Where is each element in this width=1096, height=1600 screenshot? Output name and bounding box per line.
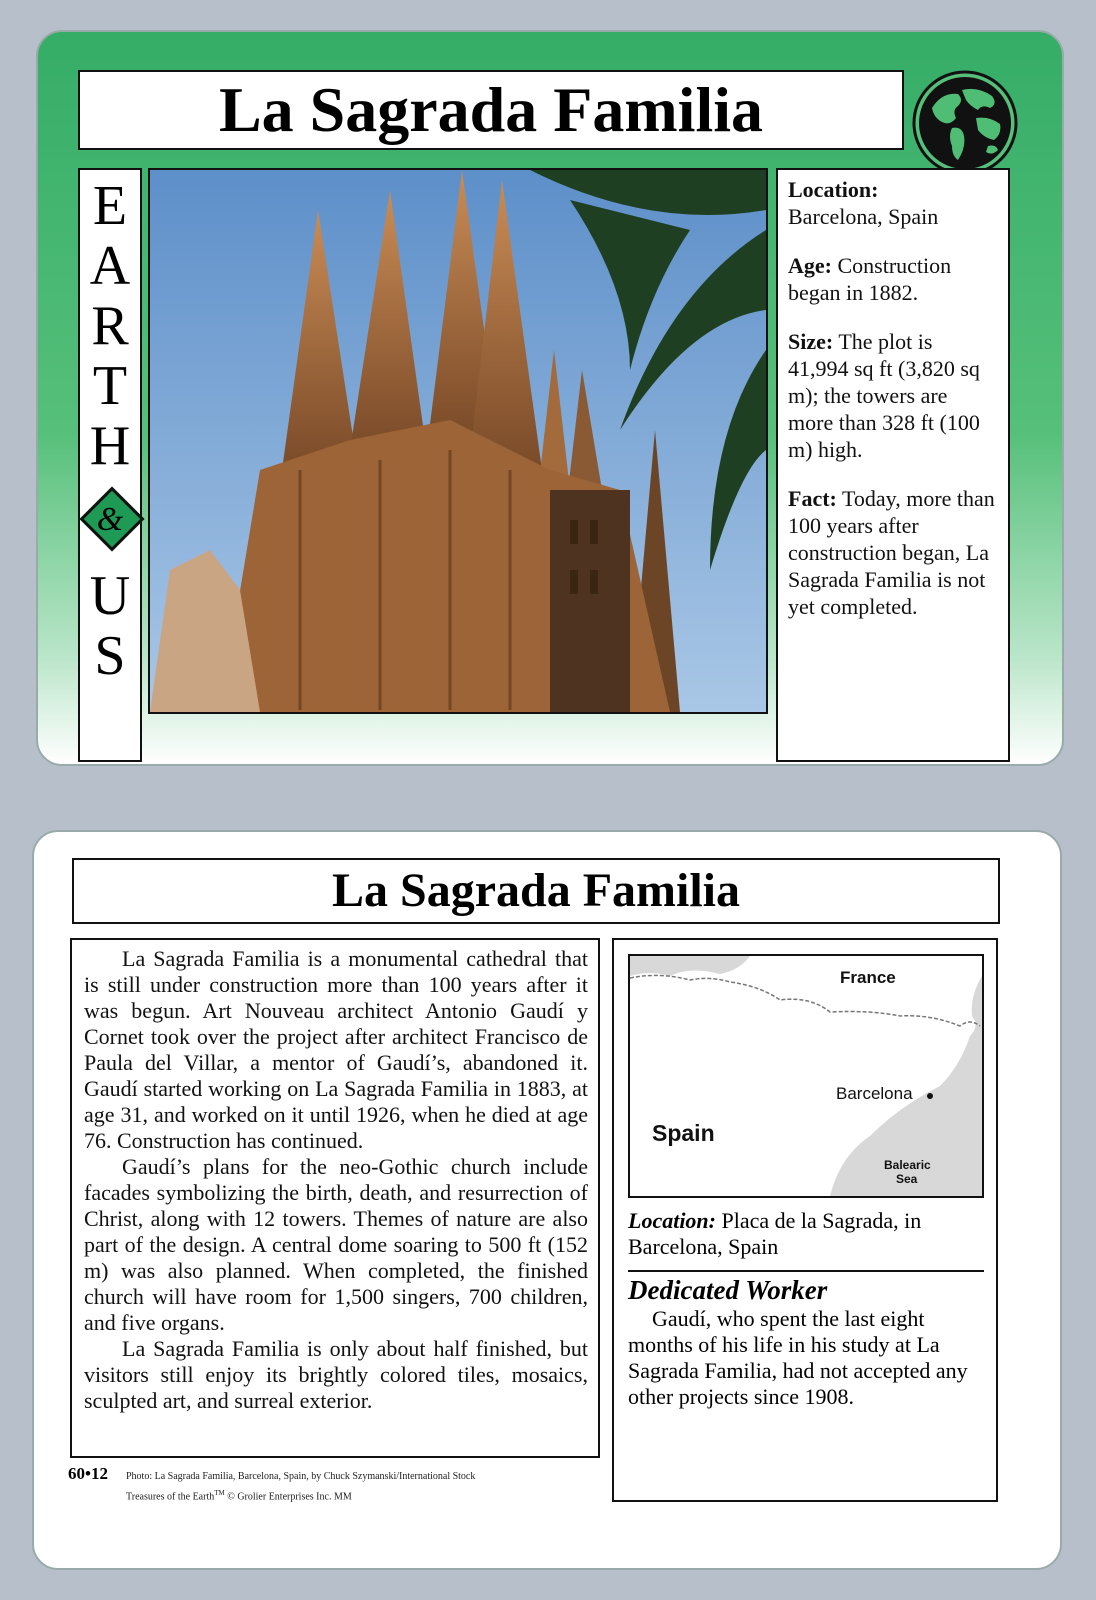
fact-location-label: Location: bbox=[788, 177, 879, 202]
map-label-france: France bbox=[840, 968, 896, 987]
fact-size bbox=[788, 328, 998, 463]
logo-letter: S bbox=[94, 625, 126, 687]
front-title: La Sagrada Familia bbox=[218, 74, 764, 145]
map-label-spain: Spain bbox=[652, 1120, 715, 1146]
earth-and-us-logo bbox=[78, 168, 142, 762]
logo-letter: H bbox=[89, 415, 131, 477]
location-caption-label: Location: bbox=[628, 1208, 716, 1233]
back-card bbox=[32, 830, 1062, 1570]
front-title-box bbox=[78, 70, 904, 150]
back-title: La Sagrada Familia bbox=[331, 864, 741, 917]
fact-age-value: Construction began in 1882. bbox=[788, 253, 952, 305]
copyright-series: Treasures of the Earth bbox=[126, 1491, 215, 1503]
fact-size-value: The plot is 41,994 sq ft (3,820 sq m); the towers are more than 328 ft (100 m) high. bbox=[788, 329, 980, 462]
section-divider bbox=[628, 1270, 984, 1272]
globe-icon bbox=[912, 70, 1018, 176]
logo-letter: T bbox=[92, 355, 128, 417]
location-map bbox=[628, 954, 984, 1198]
cathedral-photo bbox=[148, 168, 768, 714]
logo-letter: R bbox=[91, 295, 129, 357]
map-label-sea-line1: Balearic bbox=[884, 1158, 931, 1172]
location-caption bbox=[628, 1208, 988, 1260]
logo-letter: U bbox=[89, 565, 131, 627]
logo-letter: E bbox=[92, 175, 128, 237]
location-panel bbox=[612, 938, 998, 1502]
section-text: Gaudí, who spent the last eight months of his life in his study at La Sagrada Familia, had not accepted any other projects since 1908. bbox=[628, 1306, 968, 1409]
front-card bbox=[36, 30, 1064, 766]
fact-location-value: Barcelona, Spain bbox=[788, 204, 939, 229]
map-label-barcelona: Barcelona bbox=[836, 1084, 913, 1103]
fact-trivia-value: Today, more than 100 years after construction began, La Sagrada Familia is not yet completed. bbox=[788, 486, 995, 619]
fact-trivia-label: Fact: bbox=[788, 486, 837, 511]
logo-letter: A bbox=[89, 235, 131, 297]
section-heading: Dedicated Worker bbox=[628, 1275, 828, 1305]
description-paragraph: Gaudí’s plans for the neo-Gothic church include facades symbolizing the birth, death, and resurrection of Christ, along with 12 towers. Themes of nature are also part of the design. A central dome soaring to 500 ft (152 m) was also planned. When completed, the finished church will have room for 1,500 singers, 700 children, and five organs. bbox=[84, 1154, 588, 1335]
logo-ampersand: & bbox=[96, 501, 124, 538]
description-paragraph: La Sagrada Familia is only about half finished, but visitors still enjoy its brightly colored tiles, mosaics, sculpted art, and surreal exterior. bbox=[84, 1336, 588, 1413]
copyright-holder: © Grolier Enterprises Inc. MM bbox=[224, 1491, 352, 1503]
copyright bbox=[126, 1485, 475, 1505]
fact-age-label: Age: bbox=[788, 253, 832, 278]
fact-size-label: Size: bbox=[788, 329, 834, 354]
photo-credit: Photo: La Sagrada Familia, Barcelona, Spain, by Chuck Szymanski/International Stock bbox=[126, 1471, 476, 1482]
fact-trivia bbox=[788, 485, 998, 620]
map-label-sea-line2: Sea bbox=[896, 1172, 918, 1186]
description-panel bbox=[70, 938, 600, 1458]
card-number: 60•12 bbox=[68, 1464, 108, 1483]
facts-panel bbox=[776, 168, 1010, 762]
description-paragraph: La Sagrada Familia is a monumental cathedral that is still under construction more than 100 years after it was begun. Art Nouveau architect Antonio Gaudí y Cornet took over the project after architect Francisco de Paula del Villar, a mentor of Gaudí’s, abandoned it. Gaudí started working on La Sagrada Familia in 1883, at age 31, and worked on it until 1926, when he died at age 76. Construction has continued. bbox=[84, 946, 588, 1153]
back-title-box bbox=[72, 858, 1000, 924]
credits bbox=[126, 1468, 475, 1505]
trademark: TM bbox=[214, 1489, 225, 1497]
fact-age bbox=[788, 252, 998, 306]
location-caption-value: Placa de la Sagrada, in Barcelona, Spain bbox=[628, 1208, 922, 1259]
fact-location bbox=[788, 176, 998, 230]
